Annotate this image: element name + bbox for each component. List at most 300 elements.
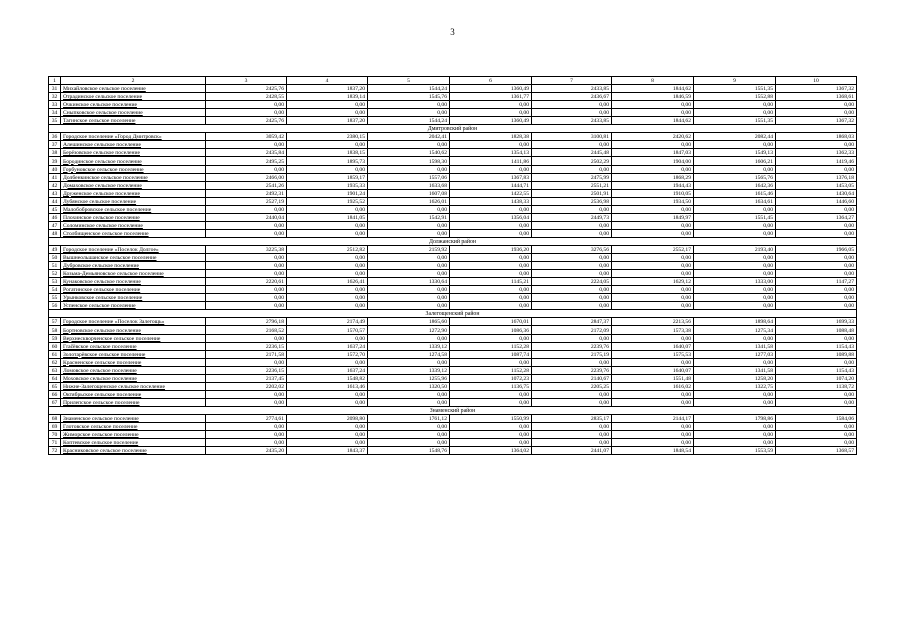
- value-cell: 0,00: [368, 294, 450, 302]
- value-cell: 1598,30: [368, 157, 450, 165]
- value-cell: 2435,84: [206, 149, 287, 157]
- row-number: 34: [49, 109, 61, 117]
- value-cell: 0,00: [450, 334, 532, 342]
- value-cell: 0,00: [612, 262, 694, 270]
- row-number: 71: [49, 439, 61, 447]
- value-cell: 0,00: [694, 254, 776, 262]
- value-cell: 0,00: [612, 358, 694, 366]
- value-cell: 0,00: [694, 141, 776, 149]
- value-cell: 1272,90: [368, 326, 450, 334]
- settlement-name: Успенское сельское поселение: [61, 302, 206, 310]
- value-cell: 1411,86: [450, 157, 532, 165]
- value-cell: 1895,73: [287, 157, 368, 165]
- settlement-name: Кунаковское сельское поселение: [61, 278, 206, 286]
- value-cell: 0,00: [368, 262, 450, 270]
- value-cell: 1849,97: [612, 213, 694, 221]
- value-cell: 1544,24: [368, 85, 450, 93]
- row-number: 44: [49, 197, 61, 205]
- value-cell: 1341,58: [694, 366, 776, 374]
- value-cell: 1613,46: [287, 382, 368, 390]
- value-cell: 1453,05: [776, 181, 857, 189]
- value-cell: 1570,57: [287, 326, 368, 334]
- settlement-name: Столбищенское сельское поселение: [61, 229, 206, 237]
- value-cell: 0,00: [450, 358, 532, 366]
- settlement-name: Берёзовское сельское поселение: [61, 149, 206, 157]
- value-cell: 0,00: [450, 254, 532, 262]
- value-cell: 0,00: [206, 439, 287, 447]
- table-row: [49, 157, 857, 165]
- row-number: 47: [49, 221, 61, 229]
- value-cell: 2239,76: [532, 342, 612, 350]
- row-number: 32: [49, 93, 61, 101]
- value-cell: 2796,18: [206, 318, 287, 326]
- table-row: [49, 213, 857, 221]
- table-row: [49, 109, 857, 117]
- value-cell: 0,00: [287, 334, 368, 342]
- value-cell: 0,00: [450, 205, 532, 213]
- value-cell: 1936,20: [450, 245, 532, 253]
- settlement-name: Гračёвское сельское поселение: [61, 342, 206, 350]
- table-row: [49, 221, 857, 229]
- value-cell: 2449,73: [532, 213, 612, 221]
- value-cell: 1565,76: [694, 173, 776, 181]
- value-cell: 1540,62: [368, 149, 450, 157]
- value-cell: 1868,03: [776, 133, 857, 141]
- value-cell: 0,00: [206, 165, 287, 173]
- row-number: 72: [49, 447, 61, 455]
- value-cell: 1925,52: [287, 197, 368, 205]
- value-cell: 2440,04: [206, 213, 287, 221]
- value-cell: 0,00: [532, 294, 612, 302]
- value-cell: 0,00: [450, 101, 532, 109]
- value-cell: 0,00: [532, 101, 612, 109]
- table-row: [49, 350, 857, 358]
- value-cell: 1573,38: [612, 326, 694, 334]
- value-cell: 0,00: [776, 229, 857, 237]
- value-cell: 1152,28: [450, 366, 532, 374]
- settlement-name: Моховское сельское поселение: [61, 374, 206, 382]
- value-cell: 1274,58: [368, 350, 450, 358]
- table-row: [49, 414, 857, 422]
- value-cell: 0,00: [776, 165, 857, 173]
- value-cell: 1354,13: [450, 149, 532, 157]
- value-cell: 2193,40: [694, 245, 776, 253]
- value-cell: 1843,37: [287, 447, 368, 455]
- settlement-name: Октябрьское сельское поселение: [61, 390, 206, 398]
- value-cell: 1761,12: [368, 414, 450, 422]
- value-cell: 1275,34: [694, 326, 776, 334]
- value-cell: 1360,49: [450, 117, 532, 125]
- column-header-4: 4: [287, 77, 368, 85]
- table-row: [49, 334, 857, 342]
- value-cell: 0,00: [612, 398, 694, 406]
- value-cell: 1356,04: [450, 213, 532, 221]
- row-number: 35: [49, 117, 61, 125]
- value-cell: 0,00: [532, 205, 612, 213]
- value-cell: 3225,38: [206, 245, 287, 253]
- value-cell: 0,00: [206, 358, 287, 366]
- value-cell: 2042,41: [368, 133, 450, 141]
- value-cell: 2239,76: [532, 366, 612, 374]
- value-cell: 0,00: [450, 109, 532, 117]
- value-cell: 1422,55: [450, 189, 532, 197]
- table-row: [49, 439, 857, 447]
- value-cell: 0,00: [612, 101, 694, 109]
- value-cell: 1368,61: [776, 93, 857, 101]
- value-cell: 2527,19: [206, 197, 287, 205]
- settlement-name: Бортновское сельское поселение: [61, 326, 206, 334]
- value-cell: 2098,80: [287, 414, 368, 422]
- value-cell: 0,00: [450, 286, 532, 294]
- value-cell: 0,00: [450, 302, 532, 310]
- value-cell: 1868,29: [612, 173, 694, 181]
- value-cell: 1364,27: [776, 213, 857, 221]
- value-cell: 0,00: [612, 302, 694, 310]
- value-cell: 2380,15: [287, 133, 368, 141]
- value-cell: 0,00: [287, 439, 368, 447]
- value-cell: 0,00: [368, 398, 450, 406]
- value-cell: 0,00: [368, 439, 450, 447]
- value-cell: 1551,35: [694, 85, 776, 93]
- value-cell: 2425,76: [206, 85, 287, 93]
- value-cell: 2175,19: [532, 350, 612, 358]
- row-number: 63: [49, 366, 61, 374]
- value-cell: 2236,15: [206, 342, 287, 350]
- column-header-5: 5: [368, 77, 450, 85]
- value-cell: 0,00: [776, 390, 857, 398]
- row-number: 39: [49, 157, 61, 165]
- value-cell: 0,00: [776, 439, 857, 447]
- value-cell: 0,00: [287, 270, 368, 278]
- value-cell: 1837,20: [287, 117, 368, 125]
- value-cell: 1367,32: [776, 117, 857, 125]
- value-cell: 1841,05: [287, 213, 368, 221]
- value-cell: 0,00: [776, 294, 857, 302]
- value-cell: 1847,03: [612, 149, 694, 157]
- settlement-name: Дубровское сельское поселение: [61, 262, 206, 270]
- value-cell: 1322,75: [694, 382, 776, 390]
- value-cell: 0,00: [532, 302, 612, 310]
- table-row: [49, 326, 857, 334]
- value-cell: 0,00: [450, 165, 532, 173]
- value-cell: 0,00: [612, 221, 694, 229]
- settlement-name: Прилепское сельское поселение: [61, 398, 206, 406]
- value-cell: 0,00: [694, 302, 776, 310]
- settlement-name: Бородинское сельское поселение: [61, 157, 206, 165]
- value-cell: 1837,20: [287, 85, 368, 93]
- table-row: [49, 302, 857, 310]
- value-cell: 0,00: [368, 334, 450, 342]
- value-cell: 3059,42: [206, 133, 287, 141]
- row-number: 60: [49, 342, 61, 350]
- value-cell: 1545,76: [368, 93, 450, 101]
- row-number: 49: [49, 245, 61, 253]
- value-cell: 0,00: [450, 262, 532, 270]
- table-row: [49, 286, 857, 294]
- value-cell: 1551,35: [694, 117, 776, 125]
- settlement-name: Плохинское сельское поселение: [61, 213, 206, 221]
- settlement-name: Очкинское сельское поселение: [61, 101, 206, 109]
- value-cell: 1904,00: [612, 157, 694, 165]
- table-row: [49, 382, 857, 390]
- value-cell: 1629,12: [612, 278, 694, 286]
- value-cell: 2475,99: [532, 173, 612, 181]
- value-cell: 1934,50: [612, 197, 694, 205]
- value-cell: 1575,53: [612, 350, 694, 358]
- value-cell: 2552,17: [612, 245, 694, 253]
- value-cell: 0,00: [694, 439, 776, 447]
- value-cell: 1557,06: [368, 173, 450, 181]
- value-cell: 0,00: [206, 431, 287, 439]
- value-cell: 1088,48: [776, 326, 857, 334]
- value-cell: 1360,49: [450, 85, 532, 93]
- value-cell: 0,00: [776, 270, 857, 278]
- value-cell: 0,00: [368, 390, 450, 398]
- settlement-name: Долбенкинское сельское поселение: [61, 173, 206, 181]
- value-cell: 2202,02: [206, 382, 287, 390]
- value-cell: 0,00: [612, 423, 694, 431]
- value-cell: 0,00: [532, 439, 612, 447]
- value-cell: 1138,72: [776, 382, 857, 390]
- value-cell: 1544,24: [368, 117, 450, 125]
- settlement-name: Лубянское сельское поселение: [61, 197, 206, 205]
- settlement-name: Горбуновское сельское поселение: [61, 165, 206, 173]
- value-cell: 0,00: [776, 205, 857, 213]
- section-row: [49, 125, 857, 133]
- value-cell: 2847,37: [532, 318, 612, 326]
- settlement-name: Городское поселение «Поселок Долгое»: [61, 245, 206, 253]
- value-cell: 0,00: [368, 229, 450, 237]
- settlement-name: Алешинское сельское поселение: [61, 141, 206, 149]
- value-cell: 0,00: [776, 262, 857, 270]
- settlement-name: Городское поселение «Город Дмитровск»: [61, 133, 206, 141]
- value-cell: 0,00: [287, 205, 368, 213]
- value-cell: 1145,21: [450, 278, 532, 286]
- table-row: [49, 173, 857, 181]
- value-cell: 0,00: [532, 270, 612, 278]
- value-cell: 2551,21: [532, 181, 612, 189]
- value-cell: 1136,75: [450, 382, 532, 390]
- value-cell: 1944,43: [612, 181, 694, 189]
- row-number: 42: [49, 181, 61, 189]
- value-cell: 1072,23: [450, 374, 532, 382]
- settlement-name: Сныпковское сельское поселение: [61, 109, 206, 117]
- value-cell: 0,00: [287, 390, 368, 398]
- value-cell: 1361,77: [450, 93, 532, 101]
- row-number: 55: [49, 294, 61, 302]
- value-cell: 0,00: [612, 205, 694, 213]
- value-cell: 1846,59: [612, 93, 694, 101]
- value-cell: 0,00: [287, 229, 368, 237]
- section-row: [49, 406, 857, 414]
- settlement-name: Михайловское сельское поселение: [61, 85, 206, 93]
- value-cell: 0,00: [368, 101, 450, 109]
- value-cell: 1089,88: [776, 350, 857, 358]
- value-cell: 1626,01: [368, 197, 450, 205]
- value-cell: 0,00: [368, 141, 450, 149]
- value-cell: 0,00: [612, 165, 694, 173]
- value-cell: 1320,50: [368, 382, 450, 390]
- value-cell: 0,00: [450, 423, 532, 431]
- column-header-3: 3: [206, 77, 287, 85]
- value-cell: 2174,49: [287, 318, 368, 326]
- value-cell: 0,00: [776, 286, 857, 294]
- value-cell: 0,00: [206, 262, 287, 270]
- value-cell: 0,00: [206, 423, 287, 431]
- value-cell: 0,00: [776, 358, 857, 366]
- table-row: [49, 245, 857, 253]
- table-row: [49, 93, 857, 101]
- value-cell: 1935,33: [287, 181, 368, 189]
- value-cell: 0,00: [694, 221, 776, 229]
- value-cell: 0,00: [694, 101, 776, 109]
- column-header-2: 2: [61, 77, 206, 85]
- value-cell: 0,00: [776, 254, 857, 262]
- row-number: 54: [49, 286, 61, 294]
- value-cell: 0,00: [287, 294, 368, 302]
- row-number: 56: [49, 302, 61, 310]
- value-cell: 1640,07: [612, 366, 694, 374]
- table-row: [49, 447, 857, 455]
- row-number: 41: [49, 173, 61, 181]
- value-cell: 2445,48: [532, 149, 612, 157]
- value-cell: 1844,62: [612, 117, 694, 125]
- value-cell: 0,00: [532, 286, 612, 294]
- value-cell: 3276,56: [532, 245, 612, 253]
- value-cell: 1087,74: [450, 350, 532, 358]
- value-cell: 1633,68: [368, 181, 450, 189]
- value-cell: 0,00: [287, 165, 368, 173]
- table-row: [49, 342, 857, 350]
- value-cell: 1444,71: [450, 181, 532, 189]
- value-cell: 0,00: [532, 254, 612, 262]
- value-cell: 0,00: [368, 423, 450, 431]
- value-cell: 1430,64: [776, 189, 857, 197]
- value-cell: 0,00: [450, 294, 532, 302]
- value-cell: 1838,15: [287, 149, 368, 157]
- value-cell: 1367,32: [776, 85, 857, 93]
- section-title: Дмитровский район: [49, 125, 857, 133]
- value-cell: 2224,05: [532, 278, 612, 286]
- value-cell: 0,00: [368, 221, 450, 229]
- row-number: 67: [49, 398, 61, 406]
- value-cell: 2436,67: [532, 93, 612, 101]
- value-cell: 1637,24: [287, 342, 368, 350]
- settlement-name: Домаховское сельское поселение: [61, 181, 206, 189]
- value-cell: 1341,58: [694, 342, 776, 350]
- settlement-name: Тагинское сельское поселение: [61, 117, 206, 125]
- value-cell: 1086,36: [450, 326, 532, 334]
- section-title: Залегощенский район: [49, 310, 857, 318]
- value-cell: 1901,24: [287, 189, 368, 197]
- value-cell: 1910,05: [612, 189, 694, 197]
- value-cell: 1839,14: [287, 93, 368, 101]
- settlement-name: Знаменское сельское поселение: [61, 414, 206, 422]
- section-title: Должанский район: [49, 237, 857, 245]
- settlement-name: Коптевское сельское поселение: [61, 439, 206, 447]
- value-cell: 0,00: [450, 141, 532, 149]
- value-cell: 0,00: [532, 262, 612, 270]
- value-cell: 0,00: [694, 109, 776, 117]
- table-row: [49, 254, 857, 262]
- section-row: [49, 310, 857, 318]
- value-cell: 1844,62: [612, 85, 694, 93]
- column-header-7: 7: [532, 77, 612, 85]
- row-number: 52: [49, 270, 61, 278]
- value-cell: 2441,07: [532, 447, 612, 455]
- section-row: [49, 237, 857, 245]
- value-cell: 1368,57: [776, 447, 857, 455]
- value-cell: 0,00: [206, 109, 287, 117]
- value-cell: 0,00: [612, 229, 694, 237]
- value-cell: 0,00: [612, 439, 694, 447]
- value-cell: 1364,02: [450, 447, 532, 455]
- column-header-6: 6: [450, 77, 532, 85]
- value-cell: 1828,38: [450, 133, 532, 141]
- row-number: 33: [49, 101, 61, 109]
- table-row: [49, 189, 857, 197]
- value-cell: 0,00: [694, 229, 776, 237]
- settlement-name: Урынковское сельское поселение: [61, 294, 206, 302]
- value-cell: 0,00: [206, 398, 287, 406]
- value-cell: 2501,91: [532, 189, 612, 197]
- row-number: 58: [49, 326, 61, 334]
- value-cell: 2171,58: [206, 350, 287, 358]
- value-cell: 2144,17: [612, 414, 694, 422]
- table-row: [49, 366, 857, 374]
- value-cell: 0,00: [612, 141, 694, 149]
- value-cell: 0,00: [694, 294, 776, 302]
- value-cell: 2213,56: [612, 318, 694, 326]
- value-cell: 0,00: [776, 109, 857, 117]
- value-cell: 0,00: [694, 262, 776, 270]
- settlement-name: Рогатинское сельское поселение: [61, 286, 206, 294]
- row-number: 37: [49, 141, 61, 149]
- value-cell: 1637,24: [287, 366, 368, 374]
- value-cell: 0,00: [532, 398, 612, 406]
- value-cell: 2495,25: [206, 157, 287, 165]
- value-cell: 0,00: [450, 270, 532, 278]
- value-cell: 0,00: [450, 229, 532, 237]
- value-cell: 0,00: [368, 165, 450, 173]
- table-row: [49, 133, 857, 141]
- settlement-name: Козьма-Демьяновское сельское поселение: [61, 270, 206, 278]
- value-cell: 0,00: [206, 270, 287, 278]
- value-cell: 0,00: [206, 229, 287, 237]
- value-cell: 0,00: [287, 286, 368, 294]
- row-number: 53: [49, 278, 61, 286]
- settlement-name: Жиморское сельское поселение: [61, 431, 206, 439]
- settlement-name: Городское поселение «Поселок Залегощь»: [61, 318, 206, 326]
- value-cell: 0,00: [287, 262, 368, 270]
- row-number: 70: [49, 431, 61, 439]
- value-cell: 2425,76: [206, 117, 287, 125]
- value-cell: 1798,86: [694, 414, 776, 422]
- page-number: 3: [450, 27, 455, 37]
- table-row: [49, 117, 857, 125]
- value-cell: 0,00: [612, 270, 694, 278]
- value-cell: 1339,12: [368, 366, 450, 374]
- value-cell: 0,00: [532, 109, 612, 117]
- row-number: 46: [49, 213, 61, 221]
- table-row: [49, 278, 857, 286]
- value-cell: 0,00: [287, 431, 368, 439]
- value-cell: 1699,33: [776, 318, 857, 326]
- value-cell: 1549,13: [694, 149, 776, 157]
- table-row: [49, 294, 857, 302]
- value-cell: 0,00: [612, 109, 694, 117]
- value-cell: 2236,15: [206, 366, 287, 374]
